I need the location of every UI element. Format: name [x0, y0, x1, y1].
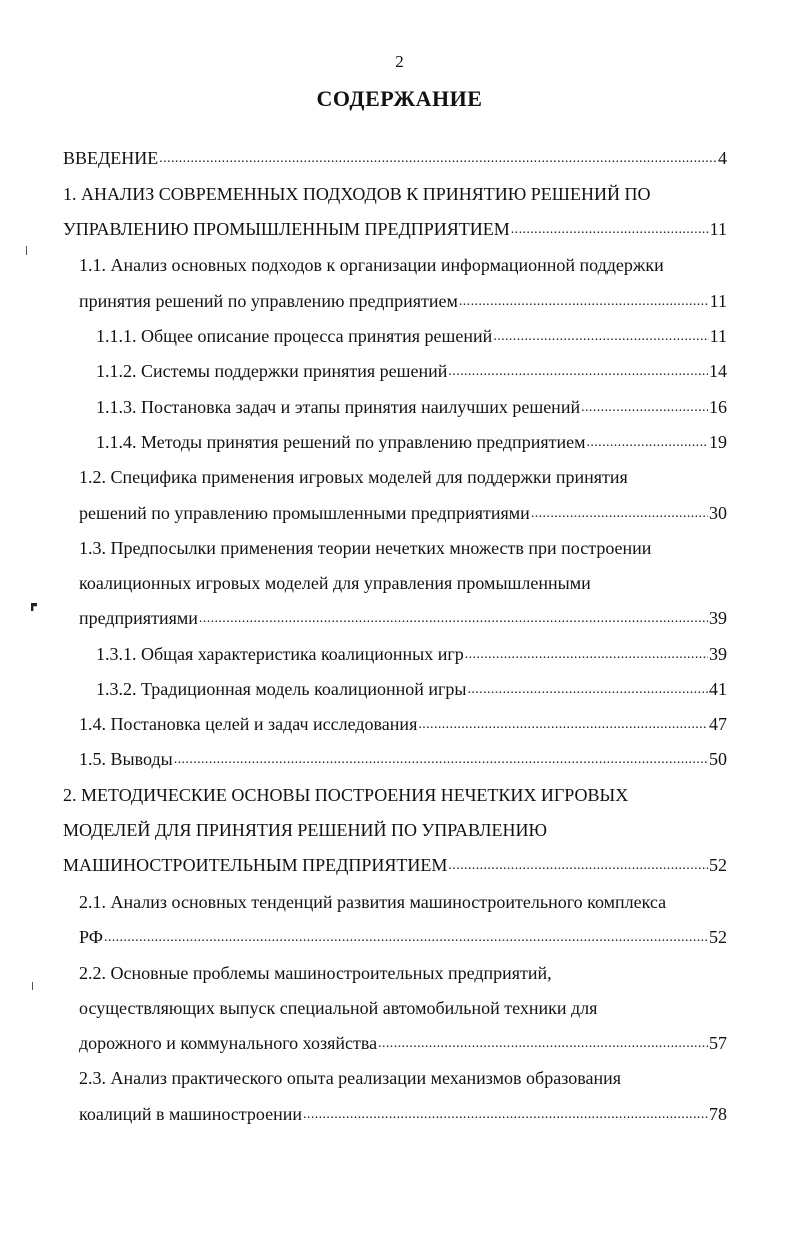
toc-page-number: 52 — [709, 855, 727, 875]
toc-page-number: 52 — [709, 927, 727, 947]
toc-page-number: 19 — [709, 432, 727, 452]
dot-leader — [586, 432, 708, 454]
dot-leader — [199, 608, 708, 630]
toc-entry-2-1-line-1[interactable]: 2.1. Анализ основных тенденций развития машиностроительного комплекса — [79, 892, 667, 912]
dot-leader — [465, 644, 708, 666]
toc-entry-1-2-line-1[interactable]: 1.2. Специфика применения игровых моделей для поддержки принятия — [79, 467, 628, 487]
toc-page-number: 39 — [709, 644, 727, 664]
toc-entry-1-3-line-2[interactable]: коалиционных игровых моделей для управления промышленными — [79, 573, 591, 593]
dot-leader — [459, 291, 709, 313]
toc-entry-2-3-line-1[interactable]: 2.3. Анализ практического опыта реализации механизмов образования — [79, 1068, 622, 1088]
dot-leader — [174, 749, 708, 771]
dot-leader — [104, 927, 708, 949]
toc-entry-1-3-2[interactable]: 1.3.2. Традиционная модель коалиционной игры ..... 41 — [96, 673, 727, 701]
dot-leader — [531, 503, 708, 525]
toc-entry-2-2-line-1[interactable]: 2.2. Основные проблемы машиностроительных предприятий, — [79, 963, 552, 983]
toc-entry-1-1-4[interactable]: 1.1.4. Методы принятия решений по управлению предприятием ..... 19 — [96, 426, 727, 454]
toc-entry-chapter-2-line-1[interactable]: 2. МЕТОДИЧЕСКИЕ ОСНОВЫ ПОСТРОЕНИЯ НЕЧЕТКИХ ИГРОВЫХ — [63, 785, 629, 805]
toc-entry-2-2-line-3[interactable]: дорожного и коммунального хозяйства ..... 57 — [79, 1027, 727, 1055]
toc-page-number: 57 — [709, 1033, 727, 1053]
toc-entry-chapter-2-line-3[interactable]: МАШИНОСТРОИТЕЛЬНЫМ ПРЕДПРИЯТИЕМ ..... 52 — [63, 849, 727, 877]
dot-leader — [467, 679, 708, 701]
toc-page-number: 39 — [709, 608, 727, 628]
toc-entry-1-3-1[interactable]: 1.3.1. Общая характеристика коалиционных игр ..... 39 — [96, 638, 727, 666]
scan-mark — [32, 982, 33, 990]
page-title: СОДЕРЖАНИЕ — [316, 86, 483, 111]
dot-leader — [159, 148, 717, 170]
toc-entry-1-2-line-2[interactable]: решений по управлению промышленными предприятиями ..... 30 — [79, 497, 727, 525]
toc-page-number: 11 — [709, 326, 727, 346]
toc-page-number: 30 — [709, 503, 727, 523]
toc-page-number: 50 — [709, 749, 727, 769]
toc-entry-chapter-2-line-2[interactable]: МОДЕЛЕЙ ДЛЯ ПРИНЯТИЯ РЕШЕНИЙ ПО УПРАВЛЕНИЮ — [63, 820, 547, 840]
toc-entry-1-3-line-1[interactable]: 1.3. Предпосылки применения теории нечетких множеств при построении — [79, 538, 652, 558]
toc-entry-1-1-1[interactable]: 1.1.1. Общее описание процесса принятия решений ..... 11 — [96, 320, 727, 348]
dot-leader — [493, 326, 708, 348]
toc-entry-chapter-1-line-1[interactable]: 1. АНАЛИЗ СОВРЕМЕННЫХ ПОДХОДОВ К ПРИНЯТИЮ РЕШЕНИЙ ПО — [63, 184, 651, 204]
dot-leader — [511, 219, 709, 241]
toc-entry-2-2-line-2[interactable]: осуществляющих выпуск специальной автомобильной техники для — [79, 998, 598, 1018]
toc-page-number: 4 — [718, 148, 727, 168]
dot-leader — [418, 714, 708, 736]
dot-leader — [581, 397, 708, 419]
toc-entry-introduction[interactable]: ВВЕДЕНИЕ ..... 4 — [63, 142, 727, 170]
toc-page-number: 14 — [709, 361, 727, 381]
toc-page-number: 41 — [709, 679, 727, 699]
toc-page-number: 47 — [709, 714, 727, 734]
toc-entry-1-5[interactable]: 1.5. Выводы ..... 50 — [79, 743, 727, 771]
toc-entry-2-1-line-2[interactable]: РФ ..... 52 — [79, 921, 727, 949]
toc-entry-chapter-1-line-2[interactable]: УПРАВЛЕНИЮ ПРОМЫШЛЕННЫМ ПРЕДПРИЯТИЕМ ..... 11 — [63, 213, 727, 241]
toc-entry-1-1-line-2[interactable]: принятия решений по управлению предприятием ..... 11 — [79, 285, 727, 313]
dot-leader — [303, 1104, 708, 1126]
dot-leader — [378, 1033, 708, 1055]
toc-entry-1-1-2[interactable]: 1.1.2. Системы поддержки принятия решений ..... 14 — [96, 355, 727, 383]
toc-entry-2-3-line-2[interactable]: коалиций в машиностроении ..... 78 — [79, 1098, 727, 1126]
toc-entry-1-4[interactable]: 1.4. Постановка целей и задач исследования ..... 47 — [79, 708, 727, 736]
toc-entry-1-3-line-3[interactable]: предприятиями ..... 39 — [79, 602, 727, 630]
dot-leader — [448, 361, 708, 383]
scan-mark — [26, 246, 27, 255]
toc-page-number: 11 — [709, 291, 727, 311]
toc-entry-1-1-3[interactable]: 1.1.3. Постановка задач и этапы принятия наилучших решений ..... 16 — [96, 391, 727, 419]
page-number: 2 — [395, 52, 404, 71]
toc-entry-1-1-line-1[interactable]: 1.1. Анализ основных подходов к организации информационной поддержки — [79, 255, 664, 275]
toc-page-number: 16 — [709, 397, 727, 417]
toc-page-number: 11 — [709, 219, 727, 239]
dot-leader — [448, 855, 708, 877]
toc-page-number: 78 — [709, 1104, 727, 1124]
